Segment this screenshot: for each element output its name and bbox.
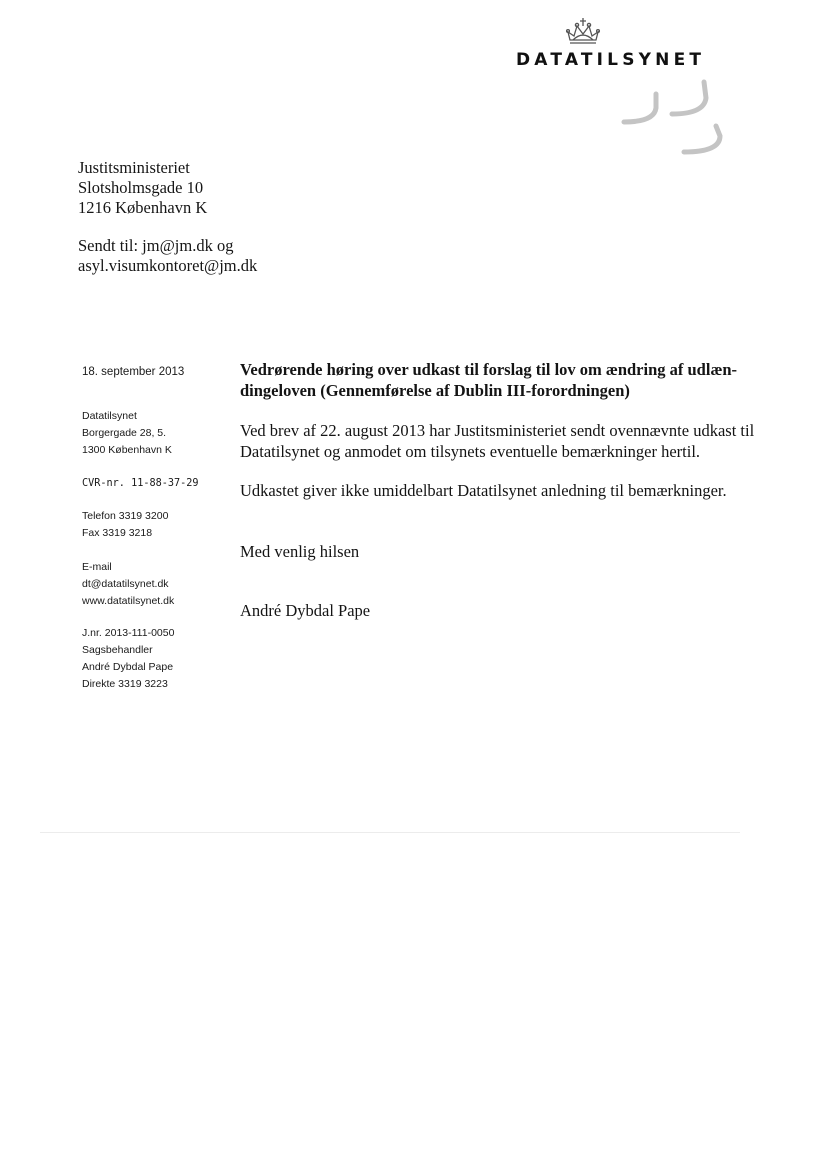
letter-subject — [240, 359, 768, 401]
subject-line-2: dingeloven (Gennemførelse af Dublin III-forordningen) — [240, 381, 630, 400]
sender-city: 1300 København K — [82, 444, 172, 456]
recipient-name: Justitsministeriet — [78, 158, 190, 177]
sender-name: Datatilsynet — [82, 410, 137, 422]
paragraph-1-line-1: Ved brev af 22. august 2013 har Justitsministeriet sendt ovennævnte udkast til — [240, 421, 755, 440]
logo-swoosh-marks-icon — [618, 78, 730, 160]
sent-to-block — [78, 236, 257, 276]
logo-wordmark: DATATILSYNET — [516, 50, 706, 70]
journal-number: J.nr. 2013-111-0050 — [82, 627, 175, 639]
letter-paragraph-1 — [240, 420, 768, 462]
subject-line-1: Vedrørende høring over udkast til forslag til lov om ændring af udlæn- — [240, 360, 738, 379]
letter-closing: Med venlig hilsen — [240, 542, 360, 561]
fax-number: Fax 3319 3218 — [82, 527, 153, 539]
website-address: www.datatilsynet.dk — [82, 595, 175, 607]
paragraph-1-line-2: Datatilsynet og anmodet om tilsynets eventuelle bemærkninger hertil. — [240, 442, 701, 461]
cvr-number: CVR-nr. 11-88-37-29 — [82, 478, 199, 489]
contact-online — [82, 559, 174, 610]
email-address: dt@datatilsynet.dk — [82, 578, 169, 590]
recipient-street: Slotsholmsgade 10 — [78, 178, 204, 197]
sender-address — [82, 408, 172, 459]
case-details — [82, 625, 174, 693]
sent-to-line-2: asyl.visumkontoret@jm.dk — [78, 256, 258, 275]
letter-date: 18. september 2013 — [82, 366, 185, 378]
case-handler-name: André Dybdal Pape — [82, 661, 174, 673]
phone-number: Telefon 3319 3200 — [82, 510, 169, 522]
sender-street: Borgergade 28, 5. — [82, 427, 167, 439]
recipient-address — [78, 158, 207, 218]
letter-paragraph-2: Udkastet giver ikke umiddelbart Datatilsynet anledning til bemærkninger. — [240, 481, 727, 500]
page-divider — [40, 832, 740, 833]
crown-logo-icon — [562, 14, 604, 48]
sent-to-line-1: Sendt til: jm@jm.dk og — [78, 236, 234, 255]
letter-signature: André Dybdal Pape — [240, 601, 371, 620]
recipient-city: 1216 København K — [78, 198, 208, 217]
direct-phone: Direkte 3319 3223 — [82, 678, 168, 690]
contact-phones — [82, 508, 168, 542]
case-handler-label: Sagsbehandler — [82, 644, 153, 656]
email-label: E-mail — [82, 561, 112, 573]
